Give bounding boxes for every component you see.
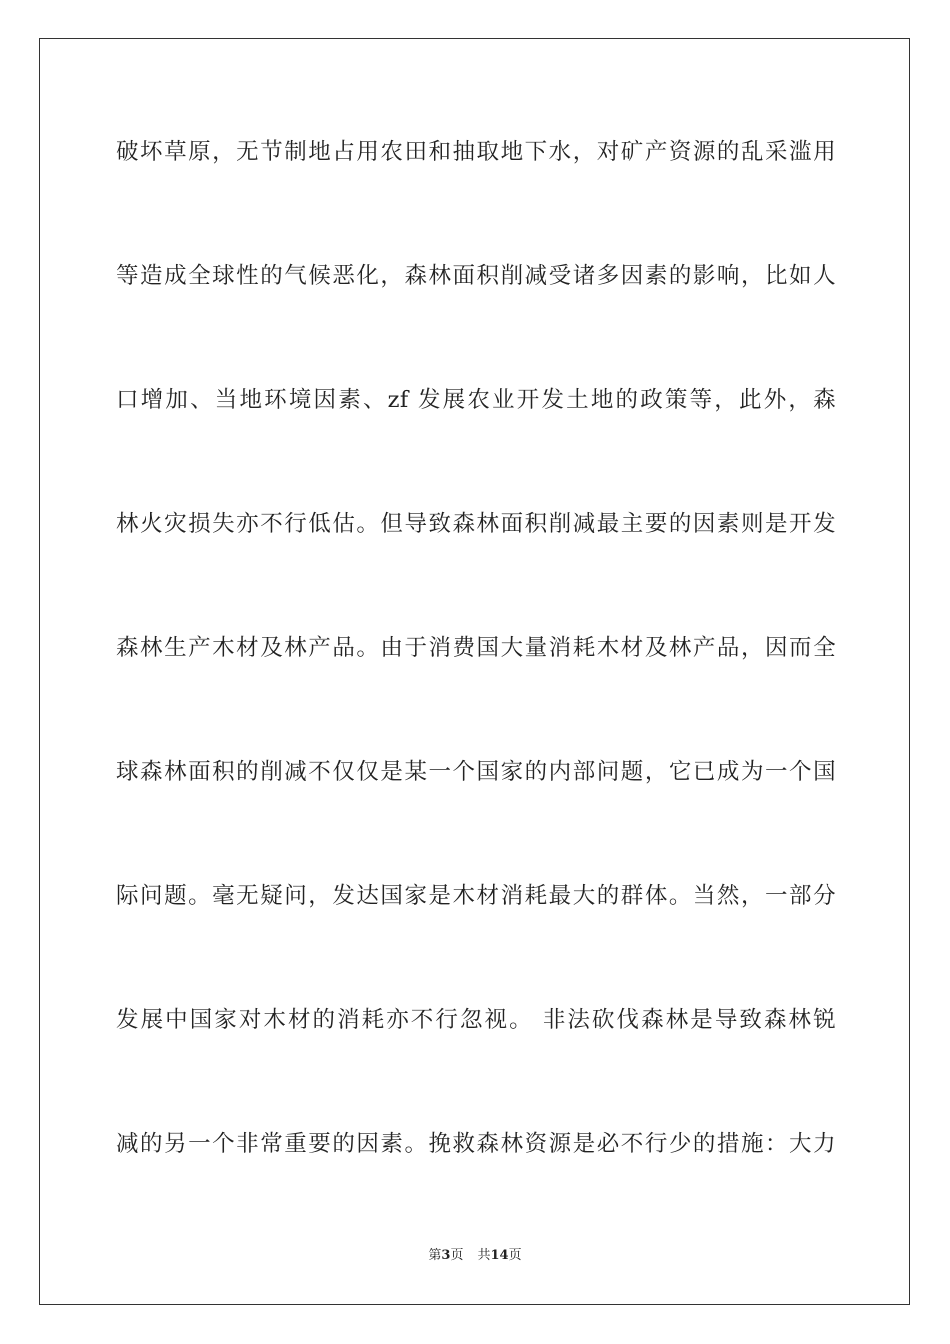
text-line: 破坏草原，无节制地占用农田和抽取地下水，对矿产资源的乱采滥用 [116, 139, 836, 165]
text-line: 际问题。毫无疑问，发达国家是木材消耗最大的群体。当然，一部分 [116, 883, 836, 909]
text-line: 森林生产木材及林产品。由于消费国大量消耗木材及林产品，因而全 [116, 635, 836, 661]
page-suffix: 页 [450, 1248, 464, 1263]
total-pages-label [477, 1248, 521, 1263]
page-number: 3 [441, 1248, 451, 1263]
text-line: 林火灾损失亦不行低估。但导致森林面积削减最主要的因素则是开发 [116, 511, 836, 537]
page-prefix: 第 [428, 1248, 442, 1263]
total-prefix: 共 [477, 1248, 491, 1263]
text-line: 减的另一个非常重要的因素。挽救森林资源是必不行少的措施：大力 [116, 1131, 836, 1157]
page-footer [0, 1247, 950, 1265]
total-pages: 14 [490, 1248, 509, 1263]
page-border [39, 38, 910, 1305]
total-suffix: 页 [508, 1248, 522, 1263]
text-line: 发展中国家对木材的消耗亦不行忽视。 非法砍伐森林是导致森林锐 [116, 1007, 836, 1033]
text-line: 口增加、当地环境因素、zf 发展农业开发土地的政策等，此外，森 [116, 387, 836, 413]
text-line: 球森林面积的削减不仅仅是某一个国家的内部问题，它已成为一个国 [116, 759, 836, 785]
text-line: 等造成全球性的气候恶化，森林面积削减受诸多因素的影响，比如人 [116, 263, 836, 289]
page-number-label [428, 1248, 463, 1263]
